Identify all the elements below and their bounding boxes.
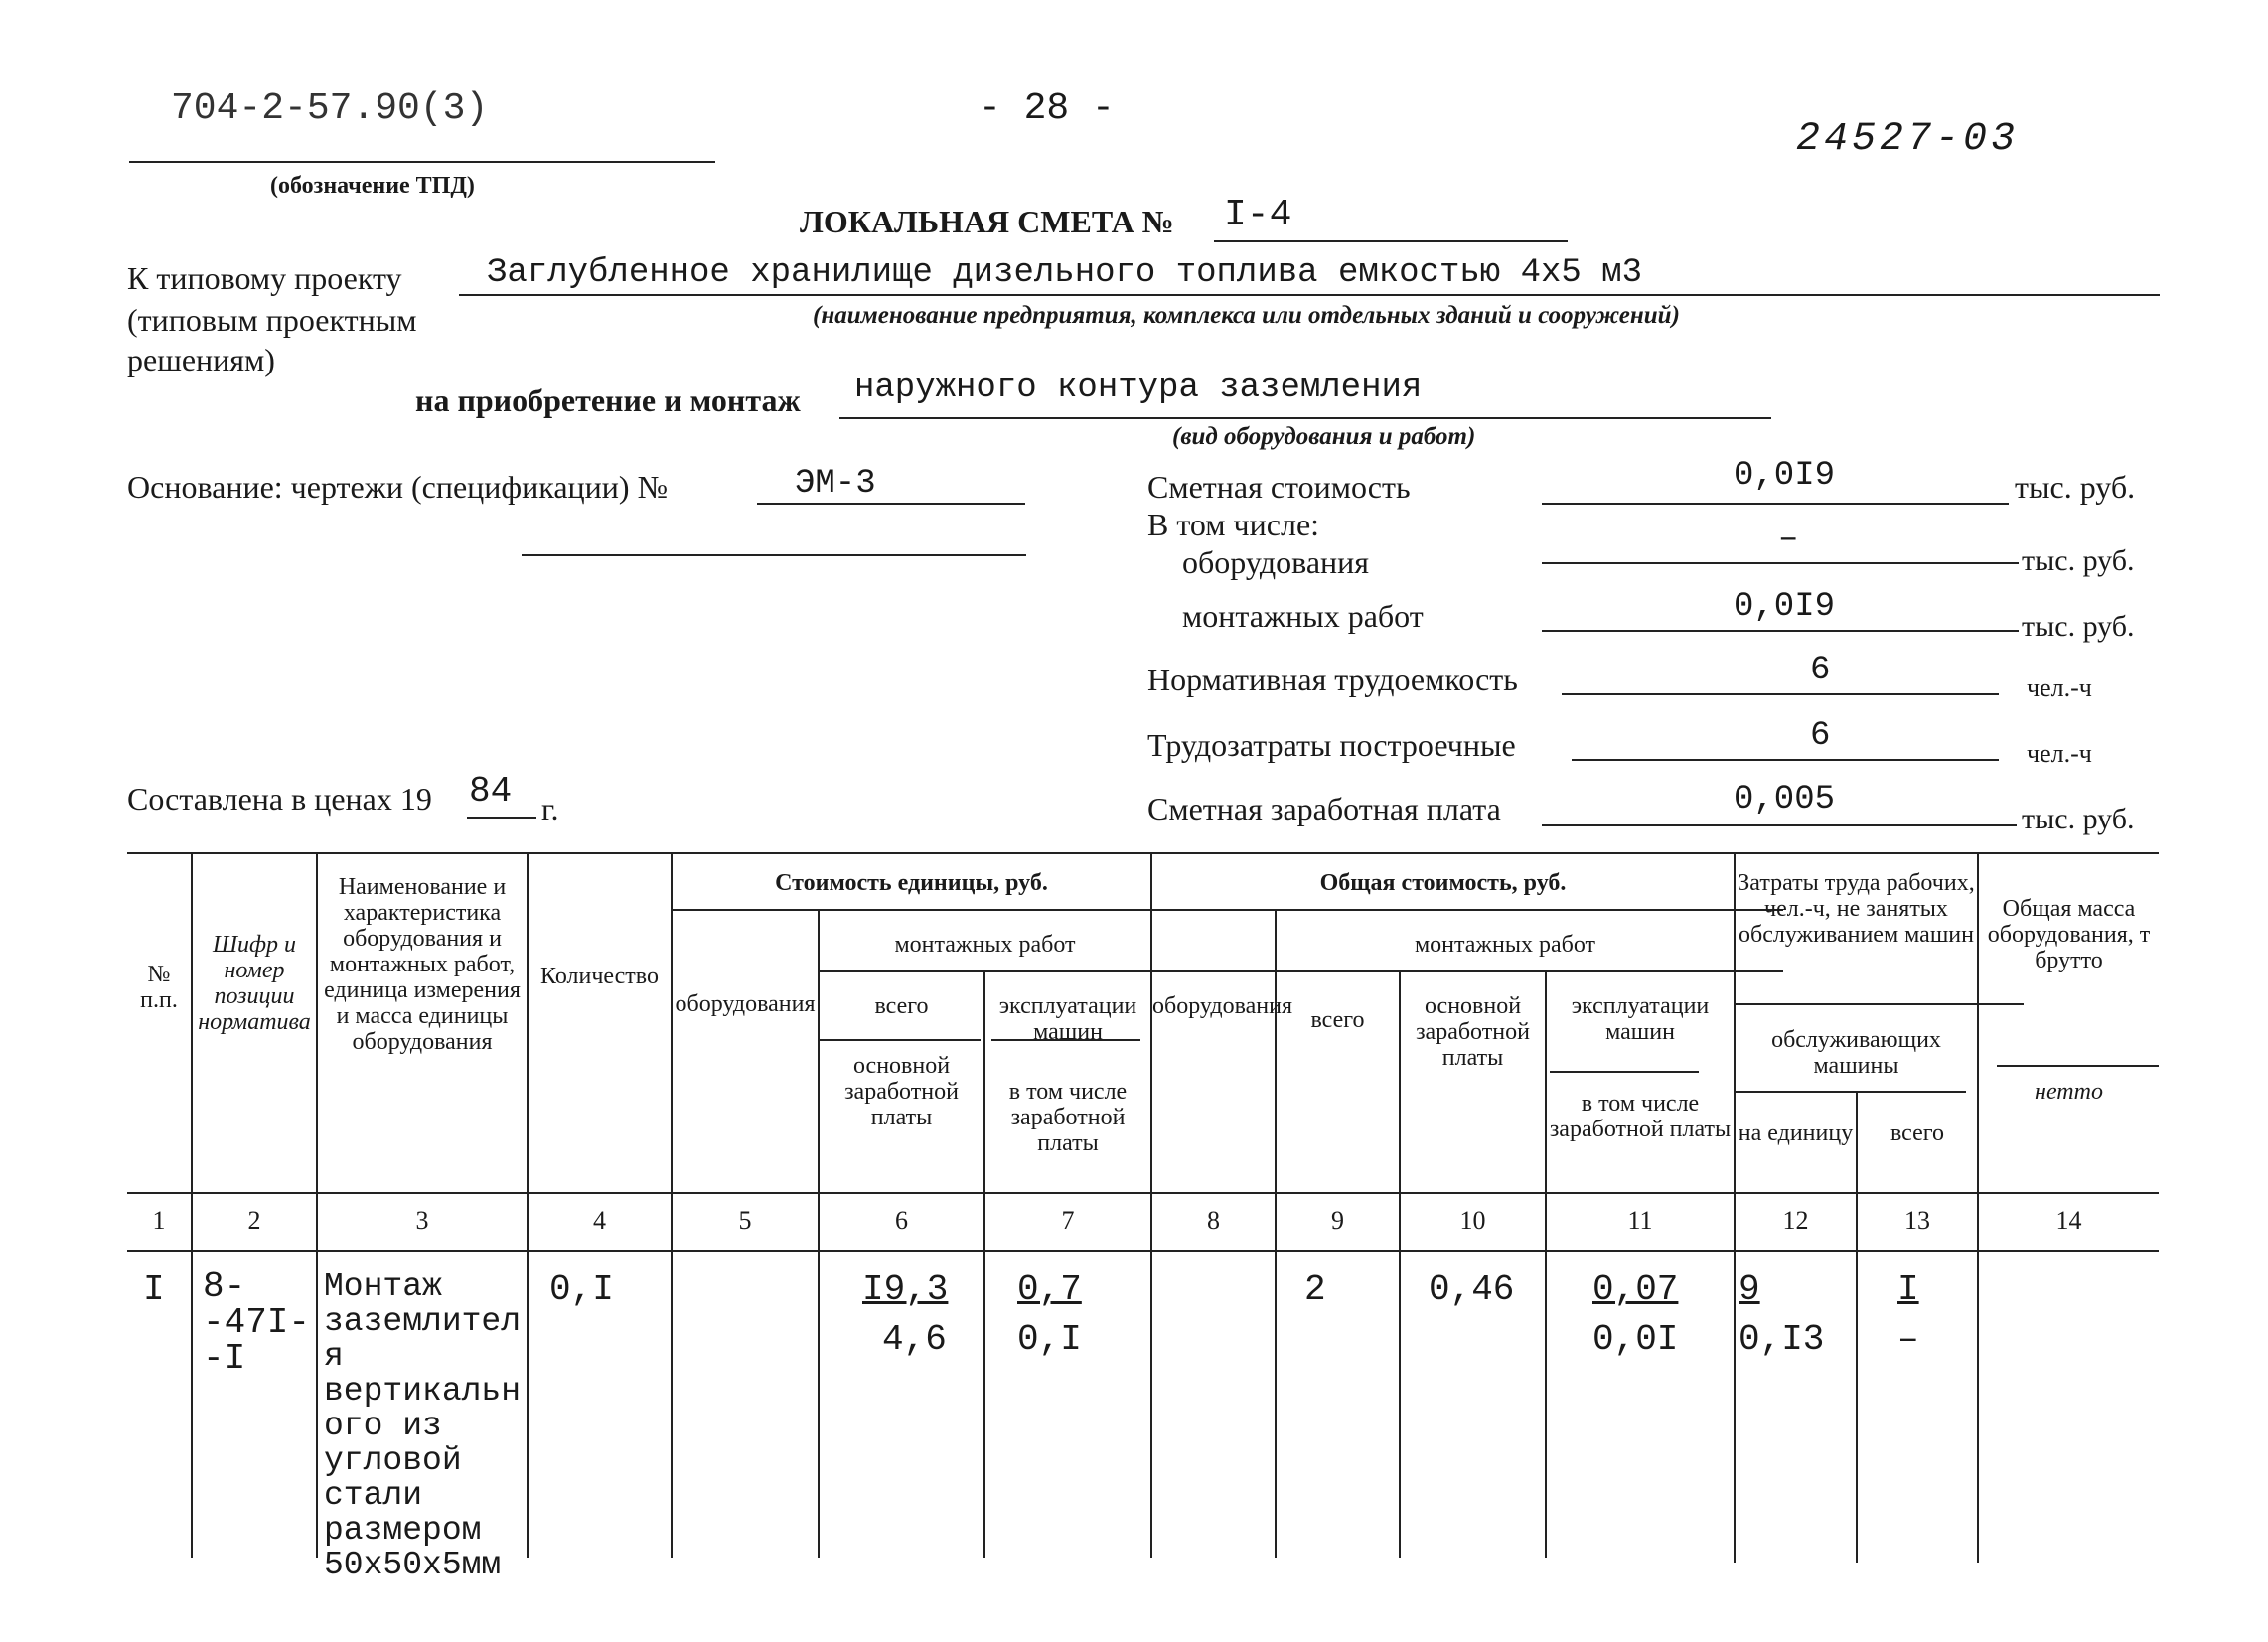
header-bottom-rule	[127, 1192, 2159, 1194]
project-label-2: (типовым проектным	[127, 302, 417, 338]
col-rule-7	[1150, 852, 1152, 1558]
colnum-8: 8	[1207, 1206, 1220, 1235]
header-unit-basic-wage: основной заработной платы	[844, 1053, 959, 1130]
header-total-machine: эксплуатации машин	[1571, 993, 1710, 1045]
header-total-mount: монтажных работ	[1414, 932, 1596, 958]
header-col-1: № п.п.	[140, 962, 178, 1013]
prices-year: 84	[469, 771, 513, 812]
row-num: I	[143, 1269, 165, 1310]
summary-norm-label: Нормативная трудоемкость	[1147, 662, 1518, 697]
estimate-table	[127, 852, 2159, 1583]
summary-labor-underline	[1572, 759, 1999, 761]
header-unit-cost: Стоимость единицы, руб.	[775, 870, 1048, 896]
header-labor-service: обслуживающих машины	[1771, 1027, 1941, 1079]
colnum-bottom-rule	[127, 1250, 2159, 1252]
summary-wage-underline	[1542, 824, 2017, 826]
summary-labor-label: Трудозатраты построечные	[1147, 727, 1516, 763]
summary-equipment-underline	[1542, 562, 2019, 564]
header-total-machine-wage: в том числе заработной платы	[1549, 1091, 1732, 1142]
header-labor: Затраты труда рабочих, чел.-ч, не занятых обслуживанием машин	[1738, 870, 1975, 948]
colnum-9: 9	[1331, 1206, 1344, 1235]
header-unit-machine-wage: в том числе заработной платы	[1008, 1079, 1128, 1156]
estimate-number: I-4	[1224, 194, 1292, 236]
colnum-5: 5	[738, 1206, 752, 1235]
summary-including-label: В том числе:	[1147, 507, 1320, 542]
row-code: 8- -47I- -I	[203, 1267, 311, 1379]
basis-value: ЭМ-3	[795, 465, 876, 503]
total-machine-rule	[1550, 1071, 1699, 1073]
colnum-2: 2	[247, 1206, 261, 1235]
table-top-rule	[127, 852, 2159, 854]
row-unit-machine-wage: 0,I	[1017, 1319, 1082, 1360]
summary-total-label: Сметная стоимость	[1147, 469, 1411, 505]
colnum-12: 12	[1782, 1206, 1809, 1235]
row-labor-all-service: –	[1897, 1319, 1919, 1360]
row-labor-unit: 9	[1739, 1269, 1760, 1310]
purchase-label: на приобретение и монтаж	[415, 382, 801, 418]
header-unit-machine: эксплуатации машин	[998, 993, 1137, 1045]
summary-mount-unit: тыс. руб.	[2022, 610, 2135, 643]
row-total-all: 2	[1304, 1269, 1326, 1310]
header-labor-unit: на единицу	[1738, 1120, 1854, 1146]
summary-norm-value: 6	[1810, 652, 1831, 689]
doc-code: 704-2-57.90(3)	[171, 87, 489, 130]
tpd-caption: (обозначение ТПД)	[270, 173, 475, 199]
header-total-all: всего	[1310, 1007, 1365, 1033]
colnum-14: 14	[2055, 1206, 2082, 1235]
summary-norm-underline	[1562, 693, 1999, 695]
row-labor-all: I	[1897, 1269, 1919, 1310]
labor-service-rule	[1736, 1003, 2024, 1005]
header-col-2: Шифр и номер позиции норматива	[198, 932, 311, 1035]
summary-wage-label: Сметная заработная плата	[1147, 791, 1501, 826]
purchase-underline	[839, 417, 1771, 419]
basis-underline-2	[522, 554, 1026, 556]
project-name-underline	[459, 294, 2160, 296]
col-rule-10	[1545, 970, 1547, 1558]
header-mass: Общая масса оборудования, т брутто	[1987, 896, 2151, 973]
colnum-11: 11	[1627, 1206, 1653, 1235]
header-col-3: Наименование и характеристика оборудования и монтажных работ, единица измерения и масса единицы оборудования	[324, 874, 521, 1055]
row-labor-unit-service: 0,I3	[1739, 1319, 1825, 1360]
summary-equipment-label: оборудования	[1182, 544, 1369, 580]
row-total-basic: 0,46	[1429, 1269, 1515, 1310]
col-rule-4	[671, 852, 673, 1558]
page-number: - 28 -	[979, 87, 1115, 130]
row-unit-machine: 0,7	[1017, 1269, 1082, 1310]
colnum-7: 7	[1061, 1206, 1075, 1235]
project-name: Заглубленное хранилище дизельного топлива емкостью 4х5 м3	[487, 254, 1642, 292]
header-total-basic-wage: основной заработной платы	[1416, 993, 1530, 1071]
header-total-equipment: оборудования	[1152, 993, 1292, 1019]
summary-total-unit: тыс. руб.	[2015, 469, 2136, 505]
colnum-6: 6	[895, 1206, 908, 1235]
mass-rule	[1997, 1065, 2159, 1067]
colnum-3: 3	[415, 1206, 429, 1235]
basis-label: Основание: чертежи (спецификации) №	[127, 469, 669, 505]
purchase-value: наружного контура заземления	[854, 370, 1423, 407]
summary-mount-value: 0,0I9	[1734, 588, 1836, 626]
summary-labor-value: 6	[1810, 717, 1831, 755]
summary-equipment-value: –	[1778, 521, 1799, 558]
unit-wage-rule	[820, 1039, 981, 1041]
col-rule-6	[983, 970, 985, 1558]
summary-wage-unit: тыс. руб.	[2022, 803, 2135, 835]
unit-mount-rule	[818, 970, 1275, 972]
prices-suffix: г.	[541, 791, 559, 826]
summary-labor-unit: чел.-ч	[2027, 739, 2092, 768]
project-label-3: решениям)	[127, 342, 275, 377]
header-total-cost: Общая стоимость, руб.	[1319, 870, 1567, 896]
header-mass-net: нетто	[2035, 1079, 2103, 1105]
summary-mount-label: монтажных работ	[1182, 598, 1424, 634]
col-rule-12	[1856, 1091, 1858, 1563]
page-title: ЛОКАЛЬНАЯ СМЕТА №	[800, 204, 1174, 239]
header-unit-total: всего	[874, 993, 929, 1019]
purchase-caption: (вид оборудования и работ)	[1172, 423, 1476, 450]
summary-norm-unit: чел.-ч	[2027, 673, 2092, 702]
row-name: Монтаж заземлителя вертикального из угловой стали размером 50х50х5мм	[324, 1269, 522, 1583]
total-mount-rule	[1275, 970, 1783, 972]
labor-unit-rule	[1736, 1091, 1966, 1093]
colnum-13: 13	[1904, 1206, 1930, 1235]
header-col-4: Количество	[540, 964, 659, 989]
col-rule-3	[527, 852, 529, 1558]
project-label: К типовому проекту	[127, 260, 402, 296]
doc-number: 24527-03	[1796, 117, 2020, 162]
colnum-10: 10	[1459, 1206, 1486, 1235]
summary-total-value: 0,0I9	[1734, 457, 1836, 495]
row-unit-total: I9,3	[862, 1269, 949, 1310]
basis-underline	[757, 503, 1025, 505]
header-unit-equipment: оборудования	[675, 991, 816, 1017]
cost-group-rule	[671, 909, 1783, 911]
row-total-machine-wage: 0,0I	[1592, 1319, 1679, 1360]
prices-label: Составлена в ценах 19	[127, 781, 432, 817]
summary-mount-underline	[1542, 630, 2019, 632]
header-labor-all: всего	[1890, 1120, 1945, 1146]
row-qty: 0,I	[549, 1269, 614, 1310]
row-unit-basic: 4,6	[882, 1319, 947, 1360]
summary-total-underline	[1542, 503, 2009, 505]
colnum-4: 4	[593, 1206, 606, 1235]
row-total-machine: 0,07	[1592, 1269, 1679, 1310]
summary-wage-value: 0,005	[1734, 781, 1836, 819]
summary-equipment-unit: тыс. руб.	[2022, 544, 2135, 577]
project-name-caption: (наименование предприятия, комплекса или отдельных зданий и сооружений)	[813, 302, 1680, 329]
prices-year-underline	[467, 817, 536, 819]
header-unit-mount: монтажных работ	[894, 932, 1076, 958]
colnum-1: 1	[152, 1206, 166, 1235]
doc-code-underline	[129, 161, 715, 163]
estimate-number-underline	[1214, 240, 1568, 242]
